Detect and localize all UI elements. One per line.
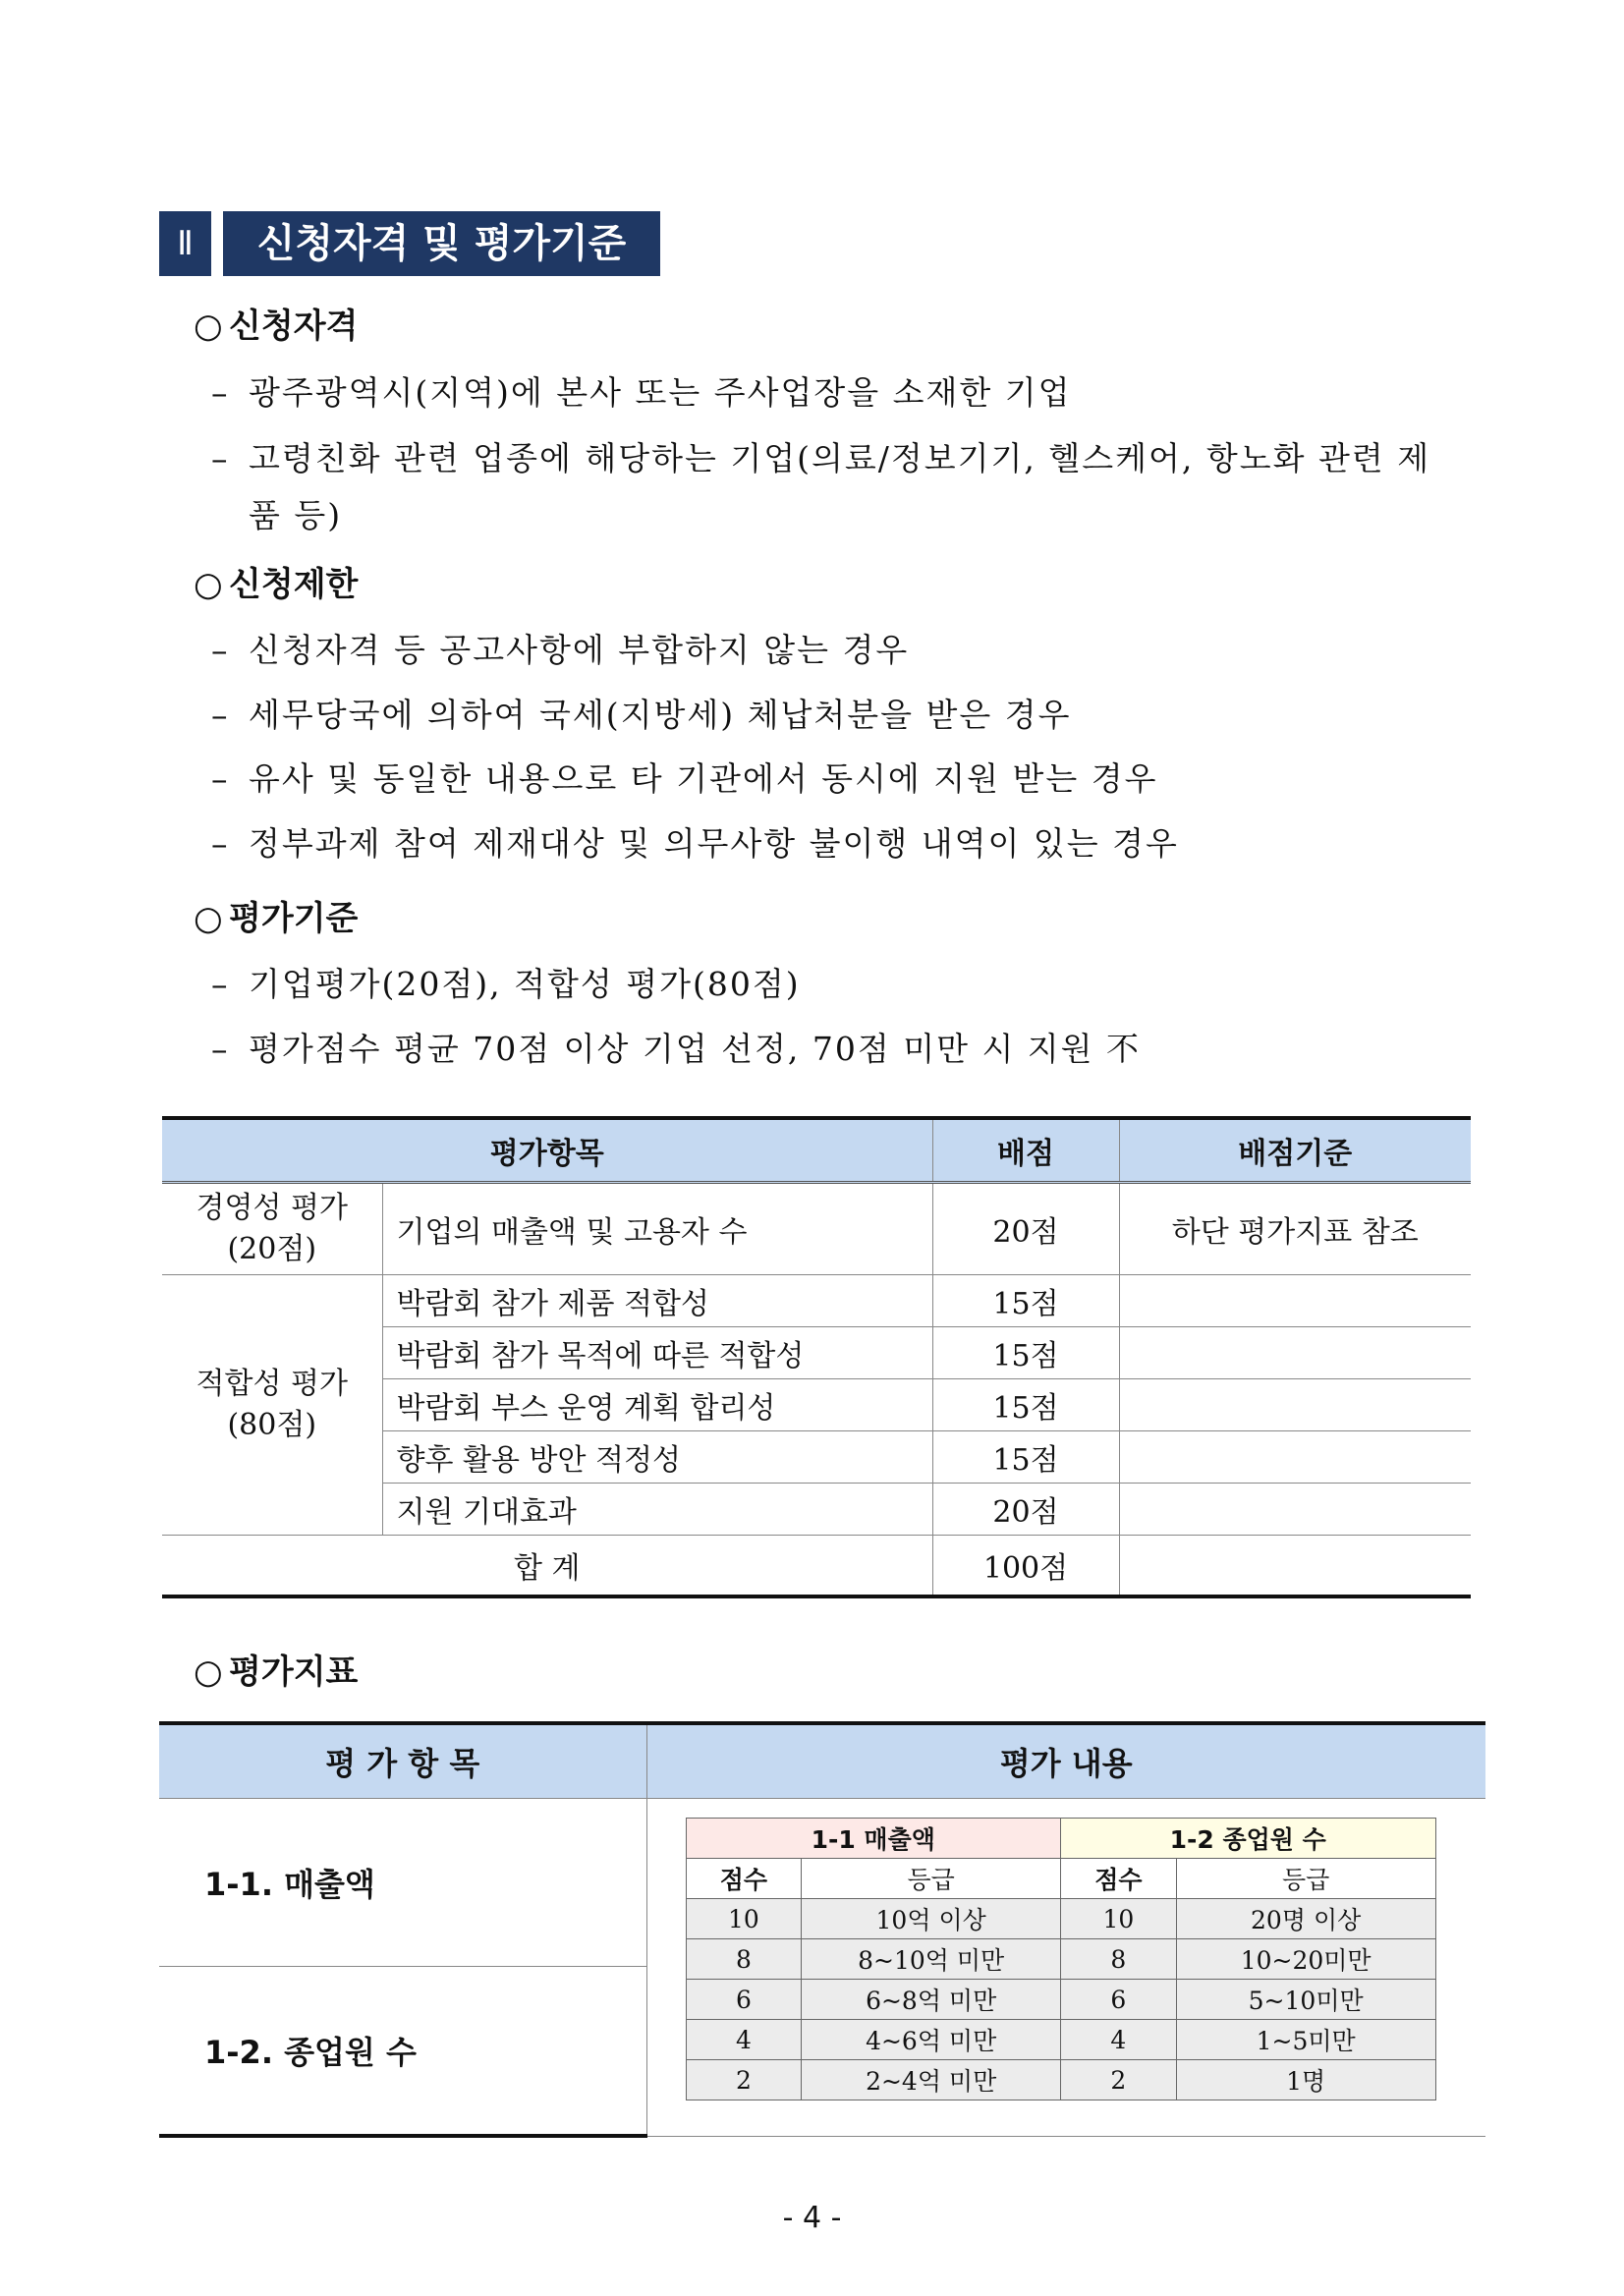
col-grade: 등급: [1176, 1859, 1435, 1899]
restriction-item: [211, 824, 1179, 864]
score-table: [162, 1116, 1471, 1598]
item-text: 고령친화 관련 업종에 해당하는 기업(의료/정보기기, 헬스케어, 항노화 관련 제: [249, 439, 1431, 477]
basis-cell: [1119, 1327, 1471, 1379]
restriction-item: [211, 631, 909, 670]
item-cell: 박람회 참가 목적에 따른 적합성: [382, 1327, 932, 1379]
grade-row: [686, 1939, 1435, 1980]
restriction-item: [211, 759, 1157, 799]
dash-bullet: –: [211, 439, 230, 477]
grade-row: [686, 1899, 1435, 1939]
score-cell: 15점: [932, 1275, 1119, 1327]
table-row: [162, 1183, 1471, 1275]
score-cell: 20점: [932, 1484, 1119, 1536]
header-item: 평가항목: [162, 1118, 932, 1183]
item-text: 기업평가(20점), 적합성 평가(80점): [249, 965, 801, 1003]
score-value: 2: [686, 2060, 802, 2100]
header-basis: 배점기준: [1119, 1118, 1471, 1183]
score-value: 6: [1060, 1980, 1176, 2020]
table-header-row: [162, 1118, 1471, 1183]
grade-value: 4~6억 미만: [802, 2020, 1061, 2060]
dash-bullet: –: [211, 696, 230, 734]
circle-bullet-icon: ○: [194, 565, 223, 604]
grade-value: 8~10억 미만: [802, 1939, 1061, 1980]
basis-cell: [1119, 1431, 1471, 1484]
score-value: 4: [686, 2020, 802, 2060]
dash-bullet: –: [211, 373, 230, 412]
score-value: 4: [1060, 2020, 1176, 2060]
total-row: [162, 1536, 1471, 1597]
table-row: [159, 1799, 1485, 1967]
score-value: 8: [686, 1939, 802, 1980]
table-row: [162, 1275, 1471, 1327]
grade-value: 1~5미만: [1176, 2020, 1435, 2060]
qualification-heading: [194, 307, 358, 346]
dash-bullet: –: [211, 759, 230, 798]
group-label-line: (20점): [227, 1232, 317, 1266]
total-basis: [1119, 1536, 1471, 1597]
grade-header-row: [686, 1859, 1435, 1899]
criteria-item: [211, 965, 801, 1004]
item-text: 정부과제 참여 제재대상 및 의무사항 불이행 내역이 있는 경우: [249, 824, 1179, 863]
total-score: 100점: [932, 1536, 1119, 1597]
qualification-item: [211, 439, 1430, 478]
item-text: 광주광역시(지역)에 본사 또는 주사업장을 소재한 기업: [249, 373, 1072, 412]
grade-row: [686, 2020, 1435, 2060]
grade-value: 2~4억 미만: [802, 2060, 1061, 2100]
score-cell: 15점: [932, 1431, 1119, 1484]
table-header-row: [159, 1723, 1485, 1799]
dash-bullet: –: [211, 631, 230, 669]
dash-bullet: –: [211, 824, 230, 863]
grade-value: 10~20미만: [1176, 1939, 1435, 1980]
grade-table: [686, 1818, 1436, 2100]
index-item-employees: 1-2. 종업원 수: [159, 1967, 646, 2137]
grade-row: [686, 1980, 1435, 2020]
score-value: 6: [686, 1980, 802, 2020]
item-text: 세무당국에 의하여 국세(지방세) 체납처분을 받은 경우: [249, 696, 1072, 734]
grade-value: 6~8억 미만: [802, 1980, 1061, 2020]
col-score: 점수: [1060, 1859, 1176, 1899]
grade-row: [686, 2060, 1435, 2100]
heading-text: 신청자격: [229, 307, 359, 346]
header-content: 평가 내용: [646, 1723, 1485, 1799]
grade-group-sales: 1-1 매출액: [686, 1819, 1060, 1859]
restriction-item: [211, 696, 1072, 735]
header-score: 배점: [932, 1118, 1119, 1183]
score-cell: 20점: [932, 1183, 1119, 1275]
item-text: 평가점수 평균 70점 이상 기업 선정, 70점 미만 시 지원 不: [249, 1030, 1142, 1068]
page-number: - 4 -: [782, 2201, 842, 2235]
total-label: 합 계: [162, 1536, 932, 1597]
basis-cell: 하단 평가지표 참조: [1119, 1183, 1471, 1275]
criteria-item: [211, 1030, 1141, 1069]
grade-value: 10억 이상: [802, 1899, 1061, 1939]
circle-bullet-icon: ○: [194, 899, 223, 938]
score-value: 10: [686, 1899, 802, 1939]
grade-value: 20명 이상: [1176, 1899, 1435, 1939]
heading-text: 평가기준: [229, 899, 359, 938]
dash-bullet: –: [211, 965, 230, 1003]
item-cell: 박람회 부스 운영 계획 합리성: [382, 1379, 932, 1431]
grade-group-employees: 1-2 종업원 수: [1060, 1819, 1435, 1859]
score-value: 2: [1060, 2060, 1176, 2100]
group-label-suitability: [162, 1275, 382, 1536]
index-table: [159, 1721, 1485, 2138]
item-cell: 지원 기대효과: [382, 1484, 932, 1536]
header-item: 평 가 항 목: [159, 1723, 646, 1799]
circle-bullet-icon: ○: [194, 1652, 223, 1692]
group-label-management: [162, 1183, 382, 1275]
index-content-cell: [646, 1799, 1485, 2137]
restriction-heading: [194, 565, 358, 604]
item-text: 유사 및 동일한 내용으로 타 기관에서 동시에 지원 받는 경우: [249, 759, 1158, 798]
index-heading: [194, 1652, 358, 1692]
score-cell: 15점: [932, 1379, 1119, 1431]
basis-cell: [1119, 1275, 1471, 1327]
dash-bullet: –: [211, 1030, 230, 1068]
qualification-item-continued: 품 등): [249, 496, 343, 534]
item-cell: 향후 활용 방안 적정성: [382, 1431, 932, 1484]
item-text: 신청자격 등 공고사항에 부합하지 않는 경우: [249, 631, 910, 669]
basis-cell: [1119, 1379, 1471, 1431]
col-grade: 등급: [802, 1859, 1061, 1899]
group-label-line: 적합성 평가: [196, 1367, 348, 1401]
circle-bullet-icon: ○: [194, 307, 223, 346]
criteria-heading: [194, 899, 358, 938]
basis-cell: [1119, 1484, 1471, 1536]
section-number: Ⅱ: [159, 211, 211, 276]
qualification-item: [211, 373, 1072, 413]
section-title: 신청자격 및 평가기준: [223, 211, 660, 276]
col-score: 점수: [686, 1859, 802, 1899]
item-cell: 박람회 참가 제품 적합성: [382, 1275, 932, 1327]
score-value: 10: [1060, 1899, 1176, 1939]
item-cell: 기업의 매출액 및 고용자 수: [382, 1183, 932, 1275]
heading-text: 평가지표: [229, 1652, 359, 1692]
group-label-line: 경영성 평가: [196, 1191, 348, 1225]
heading-text: 신청제한: [229, 565, 359, 604]
group-label-line: (80점): [227, 1408, 317, 1442]
grade-value: 1명: [1176, 2060, 1435, 2100]
index-item-sales: 1-1. 매출액: [159, 1799, 646, 1967]
score-cell: 15점: [932, 1327, 1119, 1379]
grade-group-row: [686, 1819, 1435, 1859]
score-value: 8: [1060, 1939, 1176, 1980]
grade-value: 5~10미만: [1176, 1980, 1435, 2020]
